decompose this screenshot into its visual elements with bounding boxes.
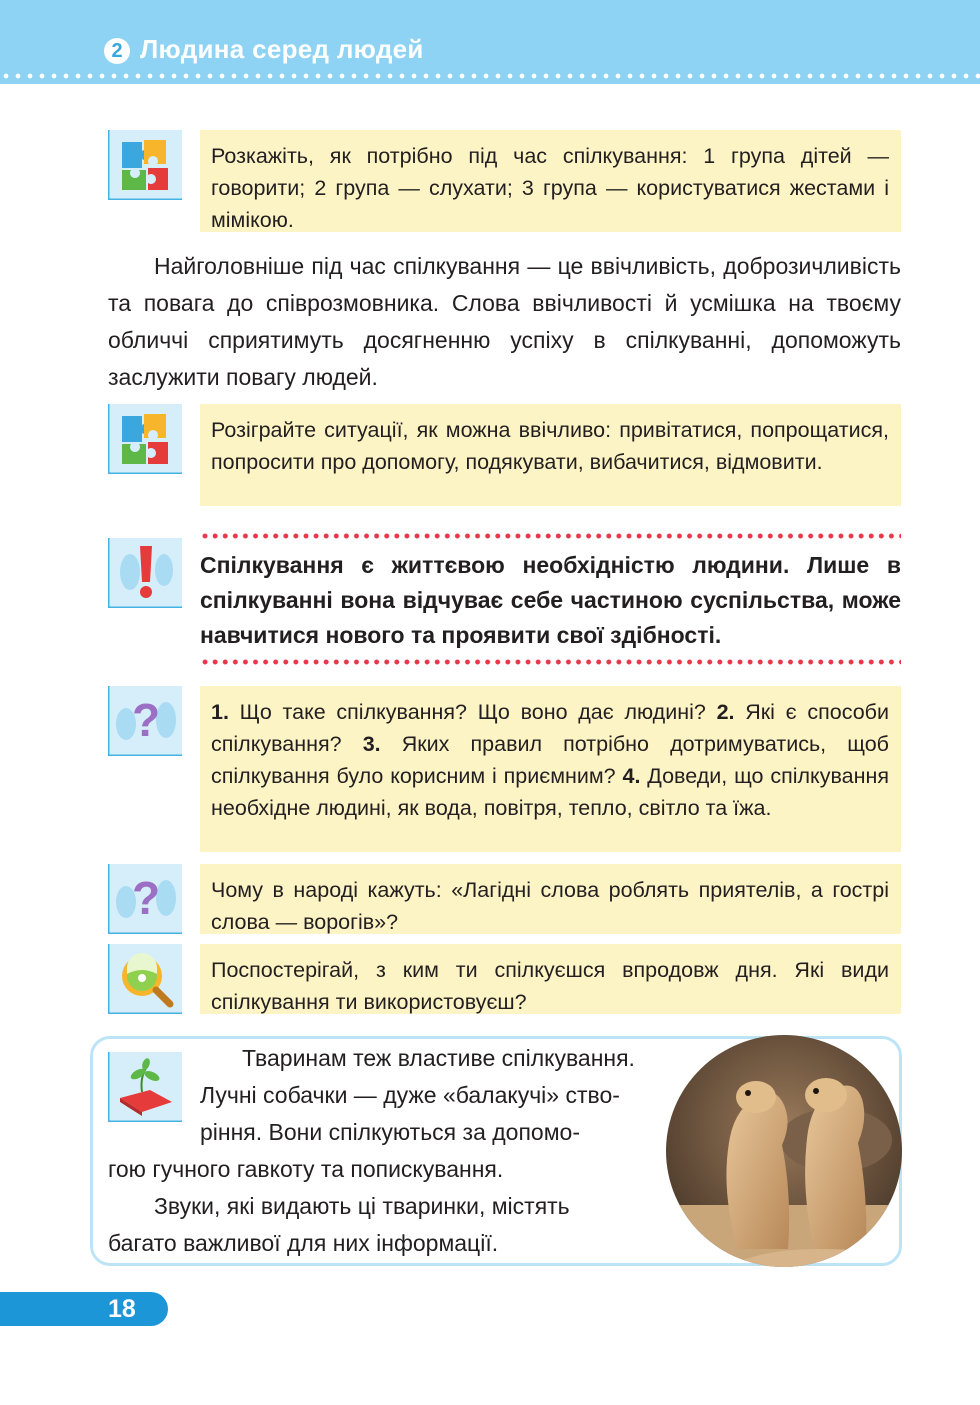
question-number: 1. (211, 700, 229, 724)
paragraph-politeness: Найголовніше під час спілкування — це ввічливість, доброзичливість та повага до співрозмовника. Слова ввічливості й усмішка на твоєму обличчі сприятимуть досягненню успіху в спілкуванні, допоможуть заслужити повагу людей. (108, 253, 901, 390)
observe-text: Поспостерігай, з ким ти спілкуєшся впродовж дня. Які види спілкування ти використовуєш? (211, 958, 889, 1014)
animal-line: гою гучного гавкоту та попискування. (108, 1156, 504, 1182)
question-item: Що таке спілкування? Що воно дає людині? (239, 700, 706, 724)
observe-box (200, 944, 901, 1014)
animal-line: ріння. Вони спілкуються за допомо- (200, 1119, 580, 1145)
questions-text (211, 696, 889, 824)
page-number-tab (0, 1292, 168, 1326)
task-box-roleplay (200, 404, 901, 506)
question-icon (108, 686, 182, 756)
animal-line: багато важливої для них інформації. (108, 1230, 499, 1256)
questions-box (200, 686, 901, 852)
chapter-number: 2 (104, 38, 130, 64)
rule-dotted-line-bottom (200, 658, 901, 666)
question-number: 4. (622, 764, 641, 788)
question-icon (108, 864, 182, 934)
puzzle-icon (108, 404, 182, 474)
magnifier-icon (108, 944, 182, 1014)
proverb-text: Чому в народі кажуть: «Лагідні слова роблять приятелів, а гострі слова — ворогів»? (211, 878, 889, 934)
header-dotted-line (0, 72, 980, 80)
chapter-title: Людина серед людей (140, 34, 424, 64)
animal-line: Звуки, які видають ці тваринки, містять (154, 1193, 570, 1219)
question-item: Які є способи спілкування? (211, 700, 889, 756)
question-item: Яких правил потрібно дотримуватись, щоб спілкування було корисним і приємним? (211, 732, 889, 788)
question-number: 3. (362, 732, 381, 756)
animal-line: Тваринам теж властиве спілкування. (242, 1045, 635, 1071)
animal-fact-text (108, 1040, 660, 1262)
rule-text: Спілкування є життєвою необхідністю людини. Лише в спілкуванні вона відчуває себе частиною суспільства, може навчитися нового та проявити свої здібності. (200, 552, 901, 648)
task-text: Розіграйте ситуації, як можна ввічливо: привітатися, попрощатися, попросити про допомогу, подякувати, вибачитися, відмовити. (211, 418, 889, 474)
svg-text:?: ? (131, 694, 161, 746)
book-plant-icon (108, 1052, 182, 1122)
rule-dotted-line-top (200, 532, 901, 540)
question-item: Доведи, що спілкування необхідне людині, як вода, повітря, тепло, світло та їжа. (211, 764, 889, 820)
question-number: 2. (716, 700, 735, 724)
task-text: Розкажіть, як потрібно під час спілкування: 1 група дітей — говорити; 2 група — слухати; 3 група — користуватися жестами і мімікою. (211, 144, 889, 232)
page-number: 18 (108, 1295, 136, 1323)
exclamation-icon (108, 538, 182, 608)
svg-text:?: ? (131, 872, 161, 924)
animal-line: Лучні собачки — дуже «балакучі» ство- (200, 1082, 620, 1108)
proverb-box (200, 864, 901, 934)
prairie-dogs-photo (666, 1035, 902, 1267)
page-header (0, 0, 980, 84)
puzzle-icon (108, 130, 182, 200)
task-box-roles (200, 130, 901, 232)
